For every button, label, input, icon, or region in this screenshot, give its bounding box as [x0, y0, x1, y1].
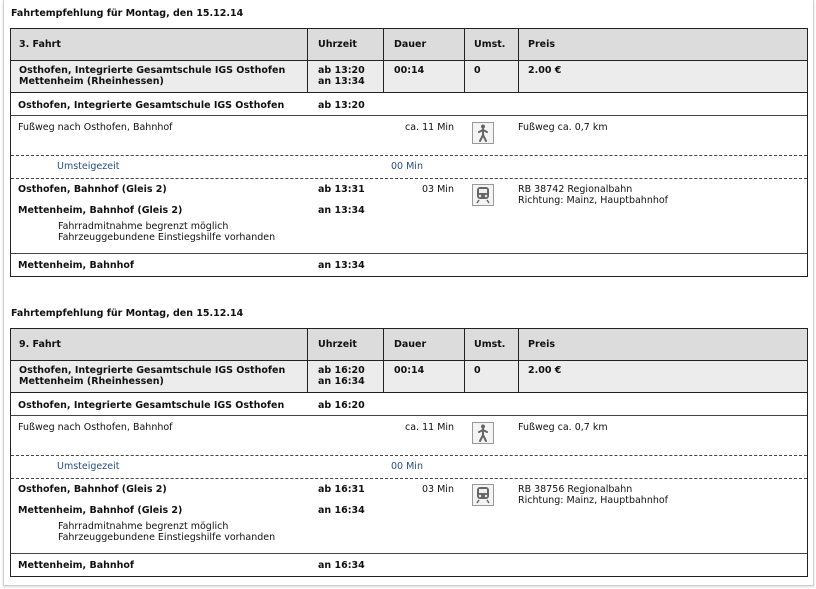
summary-arrival: an 16:34 — [318, 376, 365, 387]
walk-info: Fußweg ca. 0,7 km — [518, 122, 608, 133]
start-time: ab 16:20 — [318, 400, 365, 411]
col-time: Uhrzeit — [318, 39, 357, 50]
summary-duration: 00:14 — [394, 65, 425, 76]
start-stop: Osthofen, Integrierte Gesamtschule IGS Osthofen — [18, 100, 285, 111]
col-price: Preis — [528, 39, 556, 50]
train-line: RB 38742 Regionalbahn — [518, 184, 633, 195]
trip-heading: Fahrtempfehlung für Montag, den 15.12.14 — [11, 8, 244, 19]
walk-info: Fußweg ca. 0,7 km — [518, 422, 608, 433]
table-header — [11, 328, 807, 360]
end-stop: Mettenheim, Bahnhof — [18, 560, 135, 571]
transfer-duration: 00 Min — [391, 161, 423, 172]
summary-arrival: an 13:34 — [318, 76, 365, 87]
train-to: Mettenheim, Bahnhof (Gleis 2) — [18, 505, 183, 516]
trip-number: 9. Fahrt — [19, 339, 61, 350]
trip-details — [11, 93, 807, 276]
walk-label: Fußweg nach Osthofen, Bahnhof — [18, 122, 173, 133]
summary-duration: 00:14 — [394, 365, 425, 376]
train-note-bike: Fahrradmitnahme begrenzt möglich — [58, 221, 229, 232]
table-header — [11, 28, 807, 60]
col-duration: Dauer — [394, 339, 427, 350]
trip-summary-row[interactable] — [11, 60, 807, 93]
train-arrival: an 13:34 — [318, 205, 365, 216]
train-note-access: Fahrzeuggebundene Einstiegshilfe vorhanden — [58, 232, 276, 243]
trip-heading: Fahrtempfehlung für Montag, den 15.12.14 — [11, 308, 244, 319]
train-to: Mettenheim, Bahnhof (Gleis 2) — [18, 205, 183, 216]
train-icon — [472, 184, 494, 206]
summary-transfers: 0 — [474, 65, 481, 76]
walk-duration: ca. 11 Min — [405, 122, 455, 133]
trip-table — [10, 28, 808, 277]
trip-number: 3. Fahrt — [19, 39, 61, 50]
col-duration: Dauer — [394, 39, 427, 50]
train-line: RB 38756 Regionalbahn — [518, 484, 633, 495]
transfer-label: Umsteigezeit — [57, 161, 120, 172]
col-time: Uhrzeit — [318, 339, 357, 350]
train-departure: ab 16:31 — [318, 484, 365, 495]
trip-table — [10, 328, 808, 577]
summary-departure: ab 16:20 — [318, 365, 365, 376]
start-stop: Osthofen, Integrierte Gesamtschule IGS Osthofen — [18, 400, 285, 411]
summary-price: 2.00 € — [528, 365, 562, 376]
transfer-label: Umsteigezeit — [57, 461, 120, 472]
train-direction: Richtung: Mainz, Hauptbahnhof — [518, 195, 669, 206]
summary-price: 2.00 € — [528, 65, 562, 76]
walk-label: Fußweg nach Osthofen, Bahnhof — [18, 422, 173, 433]
summary-from: Osthofen, Integrierte Gesamtschule IGS Osthofen — [19, 365, 286, 376]
train-icon — [472, 484, 494, 506]
walking-person-icon — [472, 122, 494, 144]
end-stop: Mettenheim, Bahnhof — [18, 260, 135, 271]
summary-transfers: 0 — [474, 365, 481, 376]
train-duration: 03 Min — [422, 484, 454, 495]
train-from: Osthofen, Bahnhof (Gleis 2) — [18, 484, 167, 495]
end-time: an 16:34 — [318, 560, 365, 571]
col-transfers: Umst. — [474, 339, 506, 350]
train-arrival: an 16:34 — [318, 505, 365, 516]
summary-to: Mettenheim (Rheinhessen) — [19, 376, 164, 387]
walk-duration: ca. 11 Min — [405, 422, 455, 433]
summary-departure: ab 13:20 — [318, 65, 365, 76]
summary-to: Mettenheim (Rheinhessen) — [19, 76, 164, 87]
start-time: ab 13:20 — [318, 100, 365, 111]
train-note-access: Fahrzeuggebundene Einstiegshilfe vorhanden — [58, 532, 276, 543]
trip-details — [11, 393, 807, 576]
train-departure: ab 13:31 — [318, 184, 365, 195]
train-direction: Richtung: Mainz, Hauptbahnhof — [518, 495, 669, 506]
trip-summary-row[interactable] — [11, 360, 807, 393]
train-note-bike: Fahrradmitnahme begrenzt möglich — [58, 521, 229, 532]
col-price: Preis — [528, 339, 556, 350]
walking-person-icon — [472, 422, 494, 444]
train-duration: 03 Min — [422, 184, 454, 195]
train-from: Osthofen, Bahnhof (Gleis 2) — [18, 184, 167, 195]
summary-from: Osthofen, Integrierte Gesamtschule IGS Osthofen — [19, 65, 286, 76]
end-time: an 13:34 — [318, 260, 365, 271]
transfer-duration: 00 Min — [391, 461, 423, 472]
col-transfers: Umst. — [474, 39, 506, 50]
